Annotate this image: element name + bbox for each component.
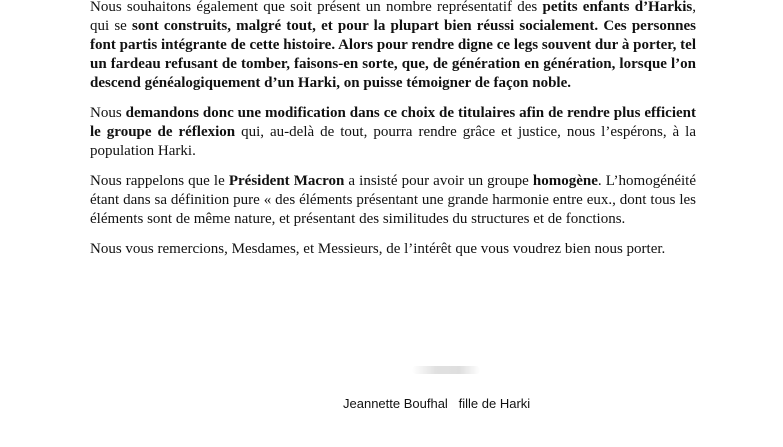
- signature-name: Jeannette Boufhal: [343, 396, 448, 411]
- paragraph-thanks: [90, 240, 696, 259]
- paragraph-bold-text: homogène: [532, 173, 598, 189]
- paragraph-grandchildren: [90, 0, 696, 93]
- paragraph-bold-text: sont construits, malgré tout, et pour la plupart bien réussi socialement. Ces personnes font partis intégrante de cette histoire. Alors pour rendre digne ce legs souvent dur à porter, tel un fardeau refusant de tomber, faisons-en sorte, que, de génération en génération, lorsque l’on descend généalogiquement d’un Harki, on puisse témoigner de façon noble.: [90, 18, 696, 91]
- signature-line: [343, 396, 530, 412]
- paragraph-text: Nous rappelons que le: [90, 173, 229, 189]
- paragraph-text: Nous souhaitons également que soit présent un nombre représentatif des: [90, 0, 543, 15]
- handwritten-signature-mark: [412, 366, 480, 374]
- letter-body: [90, 0, 696, 270]
- paragraph-bold-text: Président Macron: [228, 173, 345, 189]
- paragraph-text: Nous vous remercions, Mesdames, et Messieurs, de l’intérêt que vous voudrez bien nous porter.: [90, 241, 666, 257]
- paragraph-text: . L’homogénéité étant dans sa définition pure « des éléments présentant une grande harmonie entre eux., dont tous les éléments sont de même nature, et présentant des similitudes du structures et de fonctions.: [90, 173, 697, 227]
- paragraph-modification-request: [90, 104, 696, 161]
- paragraph-bold-text: demandons donc une modification dans ce choix de titulaires afin de rendre plus efficient le groupe de réflexion: [90, 105, 696, 140]
- paragraph-homogeneity: [90, 172, 696, 229]
- paragraph-text: a insisté pour avoir un groupe: [344, 173, 533, 189]
- paragraph-text: , qui se: [90, 0, 696, 34]
- paragraph-text: Nous: [90, 105, 126, 121]
- paragraph-bold-text: petits enfants d’Harkis: [542, 0, 693, 15]
- signature-title: fille de Harki: [458, 396, 531, 411]
- paragraph-text: qui, au-delà de tout, pourra rendre grâce et justice, nous l’espérons, à la population Harki.: [90, 124, 697, 159]
